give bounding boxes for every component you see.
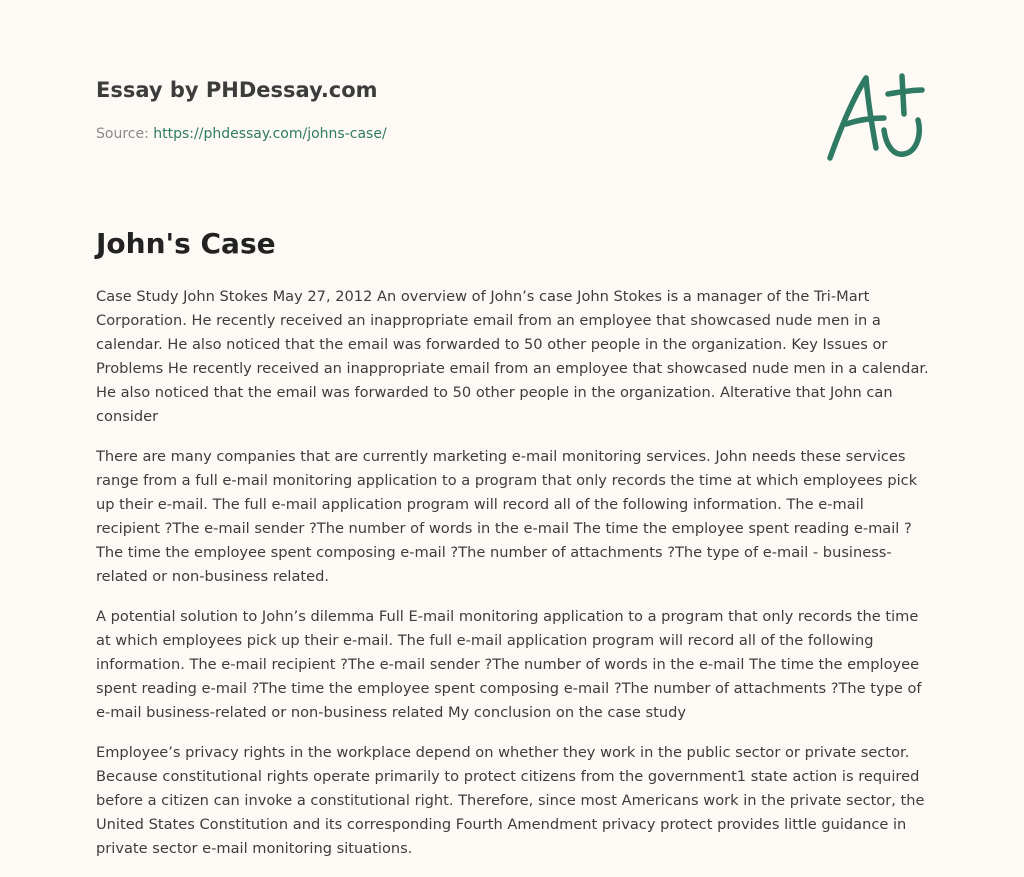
source-link[interactable]: https://phdessay.com/johns-case/ <box>153 126 387 142</box>
paragraph: Case Study John Stokes May 27, 2012 An overview of John’s case John Stokes is a manager of the Tri-Mart Corporation. He recently received an inappropriate email from an employee that showcased nude men in a calendar. He also noticed that the email was forwarded to 50 other people in the organization. Key Issues or Problems He recently received an inappropriate email from an employee that showcased nude men in a calendar. He also noticed that the email was forwarded to 50 other people in the organization. Alterative that John can consider <box>96 288 929 425</box>
brand-title: Essay by PHDessay.com <box>96 78 378 102</box>
a-plus-logo-icon <box>822 68 928 164</box>
page-title: John's Case <box>96 227 276 260</box>
source-line <box>96 124 796 144</box>
article-body <box>96 285 930 877</box>
paragraph: There are many companies that are currently marketing e-mail monitoring services. John needs these services range from a full e-mail monitoring application to a program that only records the time at which employees pick up their e-mail. The full e-mail application program will record all of the following information. The e-mail recipient ?The e-mail sender ?The number of words in the e-mail The time the employee spent reading e-mail ?The time the employee spent composing e-mail ?The number of attachments ?The type of e-mail - business-related or non-business related. <box>96 448 918 585</box>
paragraph: A potential solution to John’s dilemma Full E-mail monitoring application to a program that only records the time at which employees pick up their e-mail. The full e-mail application program will record all of the following information. The e-mail recipient ?The e-mail sender ?The number of words in the e-mail The time the employee spent reading e-mail ?The time the employee spent composing e-mail ?The number of attachments ?The type of e-mail business-related or non-business related My conclusion on the case study <box>96 608 922 721</box>
paragraph: Employee’s privacy rights in the workplace depend on whether they work in the public sector or private sector. Because constitutional rights operate primarily to protect citizens from the government1 state action is required before a citizen can invoke a constitutional right. Therefore, since most Americans work in the private sector, the United States Constitution and its corresponding Fourth Amendment privacy protect provides little guidance in private sector e-mail monitoring situations. <box>96 744 925 857</box>
page-header <box>96 76 796 144</box>
source-label: Source: <box>96 126 154 142</box>
